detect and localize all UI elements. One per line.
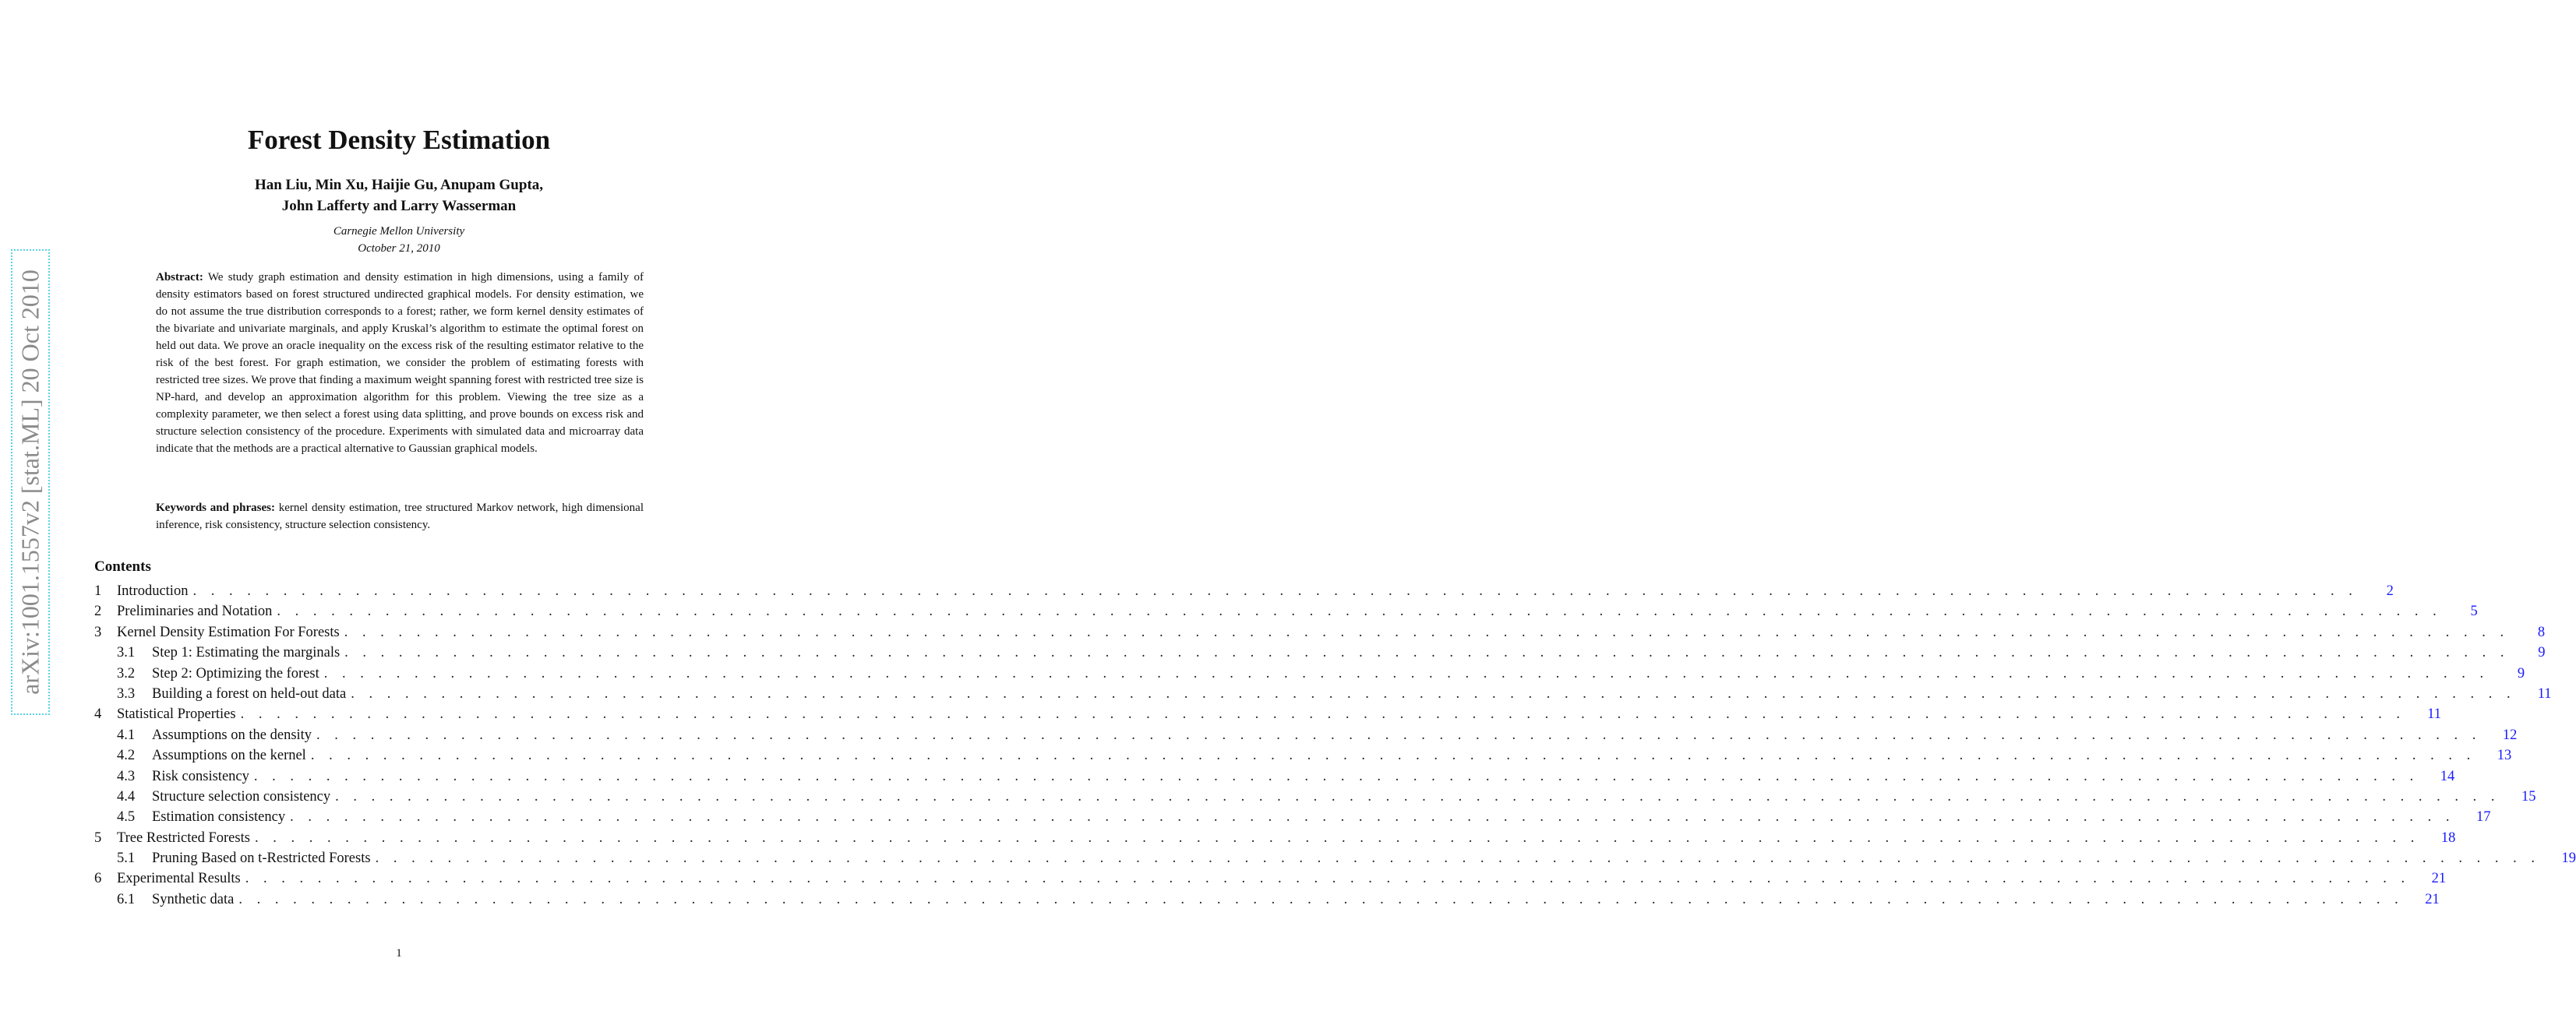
toc-leader-dots: . . . . . . . . . . . . . . . . . . . . . . . . . . . . . . . . . . . . . . . . . . . . . . . . . . . . . . . . . . . . . . . . . . . . . . . . . . . . . . . . . . . . . . . . . . . . . . . . . . . . . . . . . . . . . . . . . . . . . . . . [238, 891, 2404, 907]
toc-entry-title[interactable]: Statistical Properties [117, 706, 236, 723]
toc-entry-number: 5.1 [117, 851, 136, 867]
toc-entry-title[interactable]: Step 1: Estimating the marginals [152, 645, 341, 661]
toc-leader-dots: . . . . . . . . . . . . . . . . . . . . . . . . . . . . . . . . . . . . . . . . . . . . . . . . . . . . . . . . . . . . . . . . . . . . . . . . . . . . . . . . . . . . . . . . . . . . . . . . . . . . . . . . . . . . . . . . . . . . . . . . [192, 583, 2358, 599]
toc-leader-dots: . . . . . . . . . . . . . . . . . . . . . . . . . . . . . . . . . . . . . . . . . . . . . . . . . . . . . . . . . . . . . . . . . . . . . . . . . . . . . . . . . . . . . . . . . . . . . . . . . . . . . . . . . . . . . . . . . . . . . . . . [277, 604, 2442, 620]
toc-entry[interactable] [94, 828, 2456, 848]
toc-entry-number: 3.2 [117, 665, 136, 682]
toc-entry[interactable] [94, 868, 2447, 889]
author-line: Han Liu, Min Xu, Haijie Gu, Anupam Gupta, [254, 177, 544, 193]
toc-page-link[interactable]: 9 [2489, 664, 2525, 684]
keywords [156, 499, 644, 534]
toc-leader-dots: . . . . . . . . . . . . . . . . . . . . . . . . . . . . . . . . . . . . . . . . . . . . . . . . . . . . . . . . . . . . . . . . . . . . . . . . . . . . . . . . . . . . . . . . . . . . . . . . . . . . . . . . . . . . . . . . . . . . . . . . [245, 871, 2411, 887]
toc-leader-dots: . . . . . . . . . . . . . . . . . . . . . . . . . . . . . . . . . . . . . . . . . . . . . . . . . . . . . . . . . . . . . . . . . . . . . . . . . . . . . . . . . . . . . . . . . . . . . . . . . . . . . . . . . . . . . . . . . . . . . . . . [290, 809, 2455, 826]
toc-leader-dots: . . . . . . . . . . . . . . . . . . . . . . . . . . . . . . . . . . . . . . . . . . . . . . . . . . . . . . . . . . . . . . . . . . . . . . . . . . . . . . . . . . . . . . . . . . . . . . . . . . . . . . . . . . . . . . . . . . . . . . . . [254, 829, 2420, 846]
toc-entry-number: 2 [94, 604, 102, 620]
toc-entry[interactable] [94, 704, 2441, 724]
toc-entry[interactable] [94, 581, 2394, 601]
toc-entry-title[interactable]: Estimation consistency [152, 809, 286, 826]
keywords-label: Keywords and phrases: [156, 502, 275, 514]
toc-entry-title[interactable]: Structure selection consistency [152, 788, 331, 805]
toc-entry-number: 1 [94, 583, 102, 599]
toc-page-link[interactable]: 5 [2442, 601, 2478, 622]
keywords-text: kernel density estimation, tree structured Markov network, high dimensional inference, risk consistency, structure selection consistency. [156, 502, 644, 531]
toc-entry[interactable] [94, 848, 2576, 868]
author-list [0, 174, 798, 217]
toc-entry-title[interactable]: Pruning Based on t-Restricted Forests [152, 851, 371, 867]
toc-entry-number: 5 [94, 829, 102, 846]
toc-page-link[interactable]: 21 [2410, 868, 2446, 889]
toc-entry-number: 4.5 [117, 809, 136, 826]
toc-page-link[interactable]: 9 [2510, 643, 2546, 663]
toc-page-link[interactable]: 8 [2509, 622, 2545, 643]
toc-leader-dots: . . . . . . . . . . . . . . . . . . . . . . . . . . . . . . . . . . . . . . . . . . . . . . . . . . . . . . . . . . . . . . . . . . . . . . . . . . . . . . . . . . . . . . . . . . . . . . . . . . . . . . . . . . . . . . . . . . . . . . . . [344, 645, 2510, 661]
toc-entry[interactable] [94, 601, 2478, 622]
toc-entry-title[interactable]: Tree Restricted Forests [117, 829, 250, 846]
arxiv-stamp[interactable] [11, 249, 50, 715]
toc-entry-number: 6.1 [117, 891, 136, 907]
toc-entry-number: 3 [94, 624, 102, 640]
page-number: 1 [396, 947, 402, 960]
toc-entry-title[interactable]: Kernel Density Estimation For Forests [117, 624, 340, 640]
toc-page-link[interactable]: 21 [2404, 889, 2440, 910]
toc-page-link[interactable]: 19 [2540, 848, 2576, 868]
toc-entry[interactable] [94, 745, 2512, 766]
toc-entry[interactable] [94, 664, 2525, 684]
abstract-label: Abstract: [156, 271, 203, 284]
toc-entry[interactable] [94, 787, 2536, 807]
toc-entry-number: 4.2 [117, 748, 136, 764]
toc-leader-dots: . . . . . . . . . . . . . . . . . . . . . . . . . . . . . . . . . . . . . . . . . . . . . . . . . . . . . . . . . . . . . . . . . . . . . . . . . . . . . . . . . . . . . . . . . . . . . . . . . . . . . . . . . . . . . . . . . . . . . . . . [375, 851, 2540, 867]
toc-entry[interactable] [94, 643, 2546, 663]
table-of-contents [94, 581, 2576, 910]
toc-page-link[interactable]: 11 [2405, 704, 2441, 724]
toc-page-link[interactable]: 14 [2419, 766, 2454, 787]
toc-entry-number: 3.1 [117, 645, 136, 661]
toc-entry[interactable] [94, 684, 2552, 704]
contents-heading: Contents [94, 558, 151, 575]
toc-entry-title[interactable]: Preliminaries and Notation [117, 604, 273, 620]
toc-page-link[interactable]: 12 [2481, 725, 2517, 745]
toc-entry-number: 4.4 [117, 788, 136, 805]
toc-page-link[interactable]: 15 [2500, 787, 2536, 807]
toc-entry[interactable] [94, 766, 2455, 787]
toc-entry-number: 4.3 [117, 768, 136, 784]
toc-leader-dots: . . . . . . . . . . . . . . . . . . . . . . . . . . . . . . . . . . . . . . . . . . . . . . . . . . . . . . . . . . . . . . . . . . . . . . . . . . . . . . . . . . . . . . . . . . . . . . . . . . . . . . . . . . . . . . . . . . . . . . . . [335, 788, 2500, 805]
toc-leader-dots: . . . . . . . . . . . . . . . . . . . . . . . . . . . . . . . . . . . . . . . . . . . . . . . . . . . . . . . . . . . . . . . . . . . . . . . . . . . . . . . . . . . . . . . . . . . . . . . . . . . . . . . . . . . . . . . . . . . . . . . . [316, 727, 2482, 743]
toc-entry-title[interactable]: Synthetic data [152, 891, 235, 907]
toc-leader-dots: . . . . . . . . . . . . . . . . . . . . . . . . . . . . . . . . . . . . . . . . . . . . . . . . . . . . . . . . . . . . . . . . . . . . . . . . . . . . . . . . . . . . . . . . . . . . . . . . . . . . . . . . . . . . . . . . . . . . . . . . [253, 768, 2419, 784]
toc-entry[interactable] [94, 725, 2518, 745]
toc-page-link[interactable]: 17 [2454, 807, 2490, 827]
toc-leader-dots: . . . . . . . . . . . . . . . . . . . . . . . . . . . . . . . . . . . . . . . . . . . . . . . . . . . . . . . . . . . . . . . . . . . . . . . . . . . . . . . . . . . . . . . . . . . . . . . . . . . . . . . . . . . . . . . . . . . . . . . . [344, 624, 2510, 640]
toc-entry-title[interactable]: Assumptions on the kernel [152, 748, 306, 764]
affiliation-block [0, 223, 798, 257]
toc-leader-dots: . . . . . . . . . . . . . . . . . . . . . . . . . . . . . . . . . . . . . . . . . . . . . . . . . . . . . . . . . . . . . . . . . . . . . . . . . . . . . . . . . . . . . . . . . . . . . . . . . . . . . . . . . . . . . . . . . . . . . . . . [310, 748, 2476, 764]
toc-leader-dots: . . . . . . . . . . . . . . . . . . . . . . . . . . . . . . . . . . . . . . . . . . . . . . . . . . . . . . . . . . . . . . . . . . . . . . . . . . . . . . . . . . . . . . . . . . . . . . . . . . . . . . . . . . . . . . . . . . . . . . . . [323, 665, 2490, 682]
date: October 21, 2010 [358, 242, 440, 255]
toc-entry-title[interactable]: Step 2: Optimizing the forest [152, 665, 319, 682]
affiliation: Carnegie Mellon University [333, 225, 465, 238]
toc-entry-title[interactable]: Building a forest on held-out data [152, 685, 347, 702]
toc-page-link[interactable]: 11 [2516, 684, 2552, 704]
toc-page-link[interactable]: 2 [2358, 581, 2394, 601]
toc-entry[interactable] [94, 889, 2440, 910]
toc-page-link[interactable]: 13 [2475, 745, 2511, 766]
author-line: John Lafferty and Larry Wasserman [281, 198, 517, 214]
toc-leader-dots: . . . . . . . . . . . . . . . . . . . . . . . . . . . . . . . . . . . . . . . . . . . . . . . . . . . . . . . . . . . . . . . . . . . . . . . . . . . . . . . . . . . . . . . . . . . . . . . . . . . . . . . . . . . . . . . . . . . . . . . . [351, 685, 2516, 702]
toc-entry[interactable] [94, 622, 2546, 643]
toc-entry-title[interactable]: Experimental Results [117, 871, 241, 887]
toc-entry[interactable] [94, 807, 2491, 827]
toc-entry-number: 4 [94, 706, 102, 723]
toc-entry-number: 3.3 [117, 685, 136, 702]
abstract [156, 269, 644, 457]
toc-entry-title[interactable]: Introduction [117, 583, 189, 599]
paper-title: Forest Density Estimation [247, 125, 551, 155]
toc-entry-title[interactable]: Assumptions on the density [152, 727, 312, 743]
toc-page-link[interactable]: 18 [2419, 828, 2455, 848]
toc-entry-title[interactable]: Risk consistency [152, 768, 249, 784]
toc-entry-number: 6 [94, 871, 102, 887]
toc-leader-dots: . . . . . . . . . . . . . . . . . . . . . . . . . . . . . . . . . . . . . . . . . . . . . . . . . . . . . . . . . . . . . . . . . . . . . . . . . . . . . . . . . . . . . . . . . . . . . . . . . . . . . . . . . . . . . . . . . . . . . . . . [240, 706, 2405, 723]
toc-entry-number: 4.1 [117, 727, 136, 743]
arxiv-id[interactable]: arXiv:1001.1557v2 [stat.ML] 20 Oct 2010 [16, 269, 44, 695]
abstract-text: We study graph estimation and density estimation in high dimensions, using a family of density estimators based on forest structured undirected graphical models. For density estimation, we do not assume the true distribution corresponds to a forest; rather, we form kernel density estimates of the bivariate and univariate marginals, and apply Kruskal’s algorithm to estimate the optimal forest on held out data. We prove an oracle inequality on the excess risk of the resulting estimator relative to the risk of the best forest. For graph estimation, we consider the problem of estimating forests with restricted tree sizes. We prove that finding a maximum weight spanning forest with restricted tree size is NP-hard, and develop an approximation algorithm for this problem. Viewing the tree size as a complexity parameter, we then select a forest using data splitting, and prove bounds on excess risk and structure selection consistency of the procedure. Experiments with simulated data and microarray data indicate that the methods are a practical alternative to Gaussian graphical models. [156, 271, 644, 455]
